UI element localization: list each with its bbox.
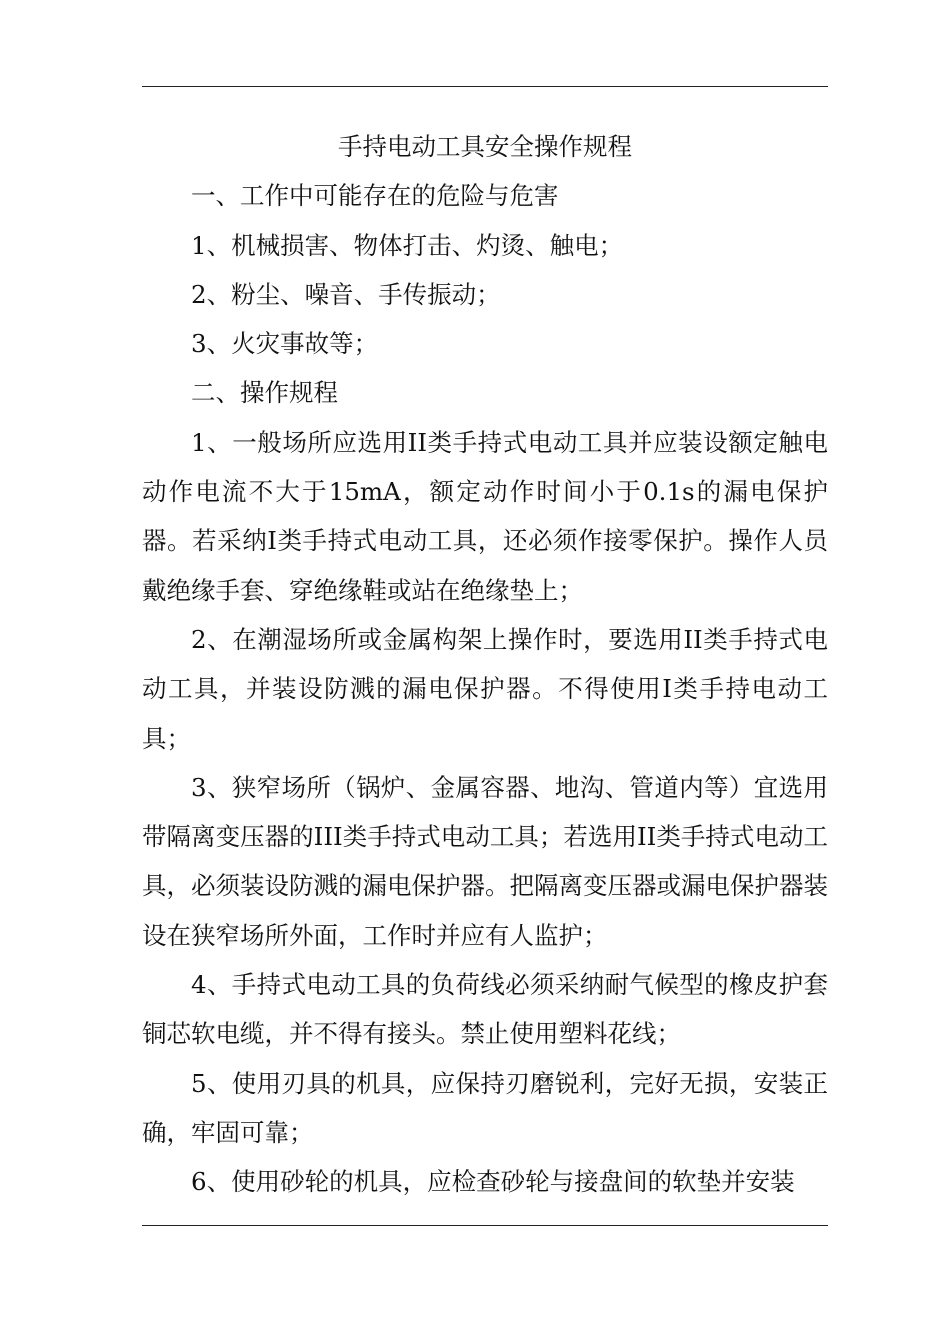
- document-body: [142, 122, 828, 1207]
- procedure-item-6: 6、使用砂轮的机具，应检查砂轮与接盘间的软垫并安装: [191, 1167, 795, 1197]
- section-heading-hazards: 一、工作中可能存在的危险与危害: [191, 181, 559, 211]
- document-title: 手持电动工具安全操作规程: [338, 132, 632, 161]
- section-heading-procedures: 二、操作规程: [191, 378, 338, 408]
- procedure-item-2: 2、在潮湿场所或金属构架上操作时，要选用II类手持式电动工具，并装设防溅的漏电保护器。不得使用I类手持电动工具；: [142, 624, 828, 753]
- hazard-item-3: 3、火灾事故等；: [191, 329, 379, 359]
- procedure-item-4: 4、手持式电动工具的负荷线必须采纳耐气候型的橡皮护套铜芯软电缆，并不得有接头。禁止使用塑料花线；: [142, 970, 828, 1049]
- procedure-item-5: 5、使用刃具的机具，应保持刃磨锐利，完好无损，安装正确，牢固可靠；: [142, 1068, 828, 1147]
- footer-rule: [142, 1225, 828, 1226]
- procedure-item-3: 3、狭窄场所（锅炉、金属容器、地沟、管道内等）宜选用带隔离变压器的III类手持式电动工具；若选用II类手持式电动工具，必须装设防溅的漏电保护器。把隔离变压器或漏电保护器装设在狭窄场所外面，工作时并应有人监护；: [142, 772, 828, 950]
- hazard-item-1: 1、机械损害、物体打击、灼烫、触电；: [191, 230, 624, 260]
- header-rule: [142, 86, 828, 87]
- hazard-item-2: 2、粉尘、噪音、手传振动；: [191, 279, 501, 309]
- procedure-item-1: 1、一般场所应选用II类手持式电动工具并应装设额定触电动作电流不大于15mA，额定动作时间小于0.1s的漏电保护器。若采纳I类手持式电动工具，还必须作接零保护。操作人员戴绝缘手套、穿绝缘鞋或站在绝缘垫上；: [142, 427, 828, 605]
